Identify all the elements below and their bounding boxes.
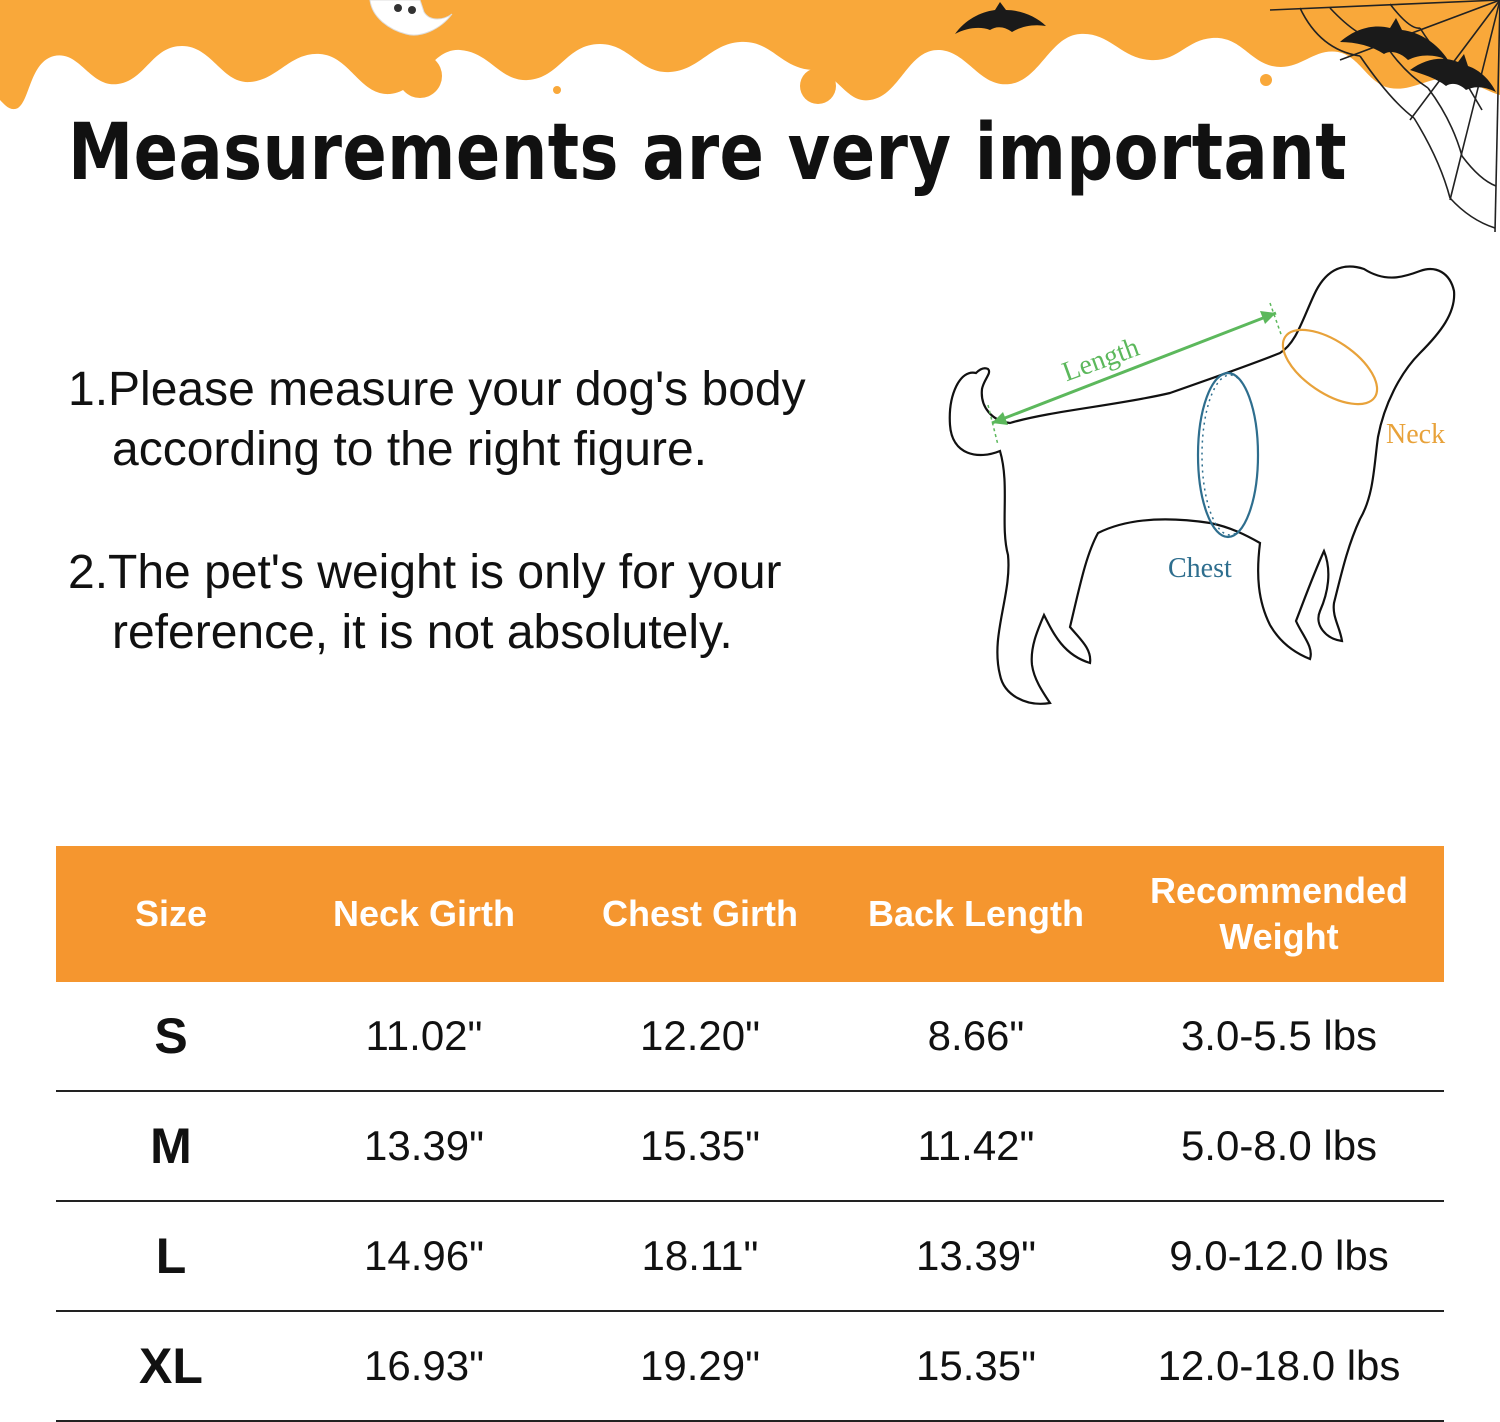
orange-drop [553, 86, 561, 94]
size-cell: XL [56, 1311, 286, 1421]
size-chart-table [56, 846, 1444, 1422]
instruction-measure-line2: according to the right figure. [112, 423, 708, 476]
header-size: Size [56, 846, 286, 982]
chest-cell: 15.35" [562, 1091, 838, 1201]
chest-cell: 19.29" [562, 1311, 838, 1421]
instruction-weight-line2: reference, it is not absolutely. [112, 606, 733, 659]
orange-drop [800, 68, 836, 104]
neck-cell: 16.93" [286, 1311, 562, 1421]
back-cell: 8.66" [838, 982, 1114, 1091]
neck-measure-ring [1271, 315, 1390, 419]
neck-cell: 11.02" [286, 982, 562, 1091]
instruction-measure-line1: 1.Please measure your dog's body [68, 363, 806, 416]
header-back-length: Back Length [838, 846, 1114, 982]
table-header-row [56, 846, 1444, 982]
table-row [56, 1201, 1444, 1311]
chest-label: Chest [1168, 553, 1232, 584]
back-cell: 13.39" [838, 1201, 1114, 1311]
weight-cell: 5.0-8.0 lbs [1114, 1091, 1444, 1201]
header-chest-girth: Chest Girth [562, 846, 838, 982]
back-cell: 15.35" [838, 1311, 1114, 1421]
weight-cell: 3.0-5.5 lbs [1114, 982, 1444, 1091]
size-cell: M [56, 1091, 286, 1201]
neck-label: Neck [1386, 419, 1446, 450]
header-weight-line1: Recommended [1149, 870, 1409, 911]
length-label: Length [1058, 331, 1144, 389]
weight-cell: 9.0-12.0 lbs [1114, 1201, 1444, 1311]
instruction-weight-line1: 2.The pet's weight is only for your [68, 546, 782, 599]
orange-drop [398, 54, 442, 98]
chest-cell: 12.20" [562, 982, 838, 1091]
size-cell: L [56, 1201, 286, 1311]
length-marker [988, 405, 998, 445]
neck-cell: 13.39" [286, 1091, 562, 1201]
header-recommended-weight [1114, 846, 1444, 982]
length-arrow [992, 313, 1276, 423]
weight-cell: 12.0-18.0 lbs [1114, 1311, 1444, 1421]
neck-cell: 14.96" [286, 1201, 562, 1311]
header-weight-line2: Weight [1219, 916, 1339, 957]
table-row [56, 982, 1444, 1091]
orange-drop [1260, 74, 1272, 86]
size-cell: S [56, 982, 286, 1091]
instruction-weight [68, 543, 782, 663]
orange-drip-shape [0, 0, 1500, 109]
instruction-measure [68, 360, 806, 480]
chest-cell: 18.11" [562, 1201, 838, 1311]
header-neck-girth: Neck Girth [286, 846, 562, 982]
table-row [56, 1311, 1444, 1421]
page-title: Measurements are very important [68, 108, 1347, 198]
length-marker [1270, 303, 1282, 337]
back-cell: 11.42" [838, 1091, 1114, 1201]
table-row [56, 1091, 1444, 1201]
dog-measurement-figure [930, 255, 1470, 725]
dog-outline [950, 267, 1454, 704]
